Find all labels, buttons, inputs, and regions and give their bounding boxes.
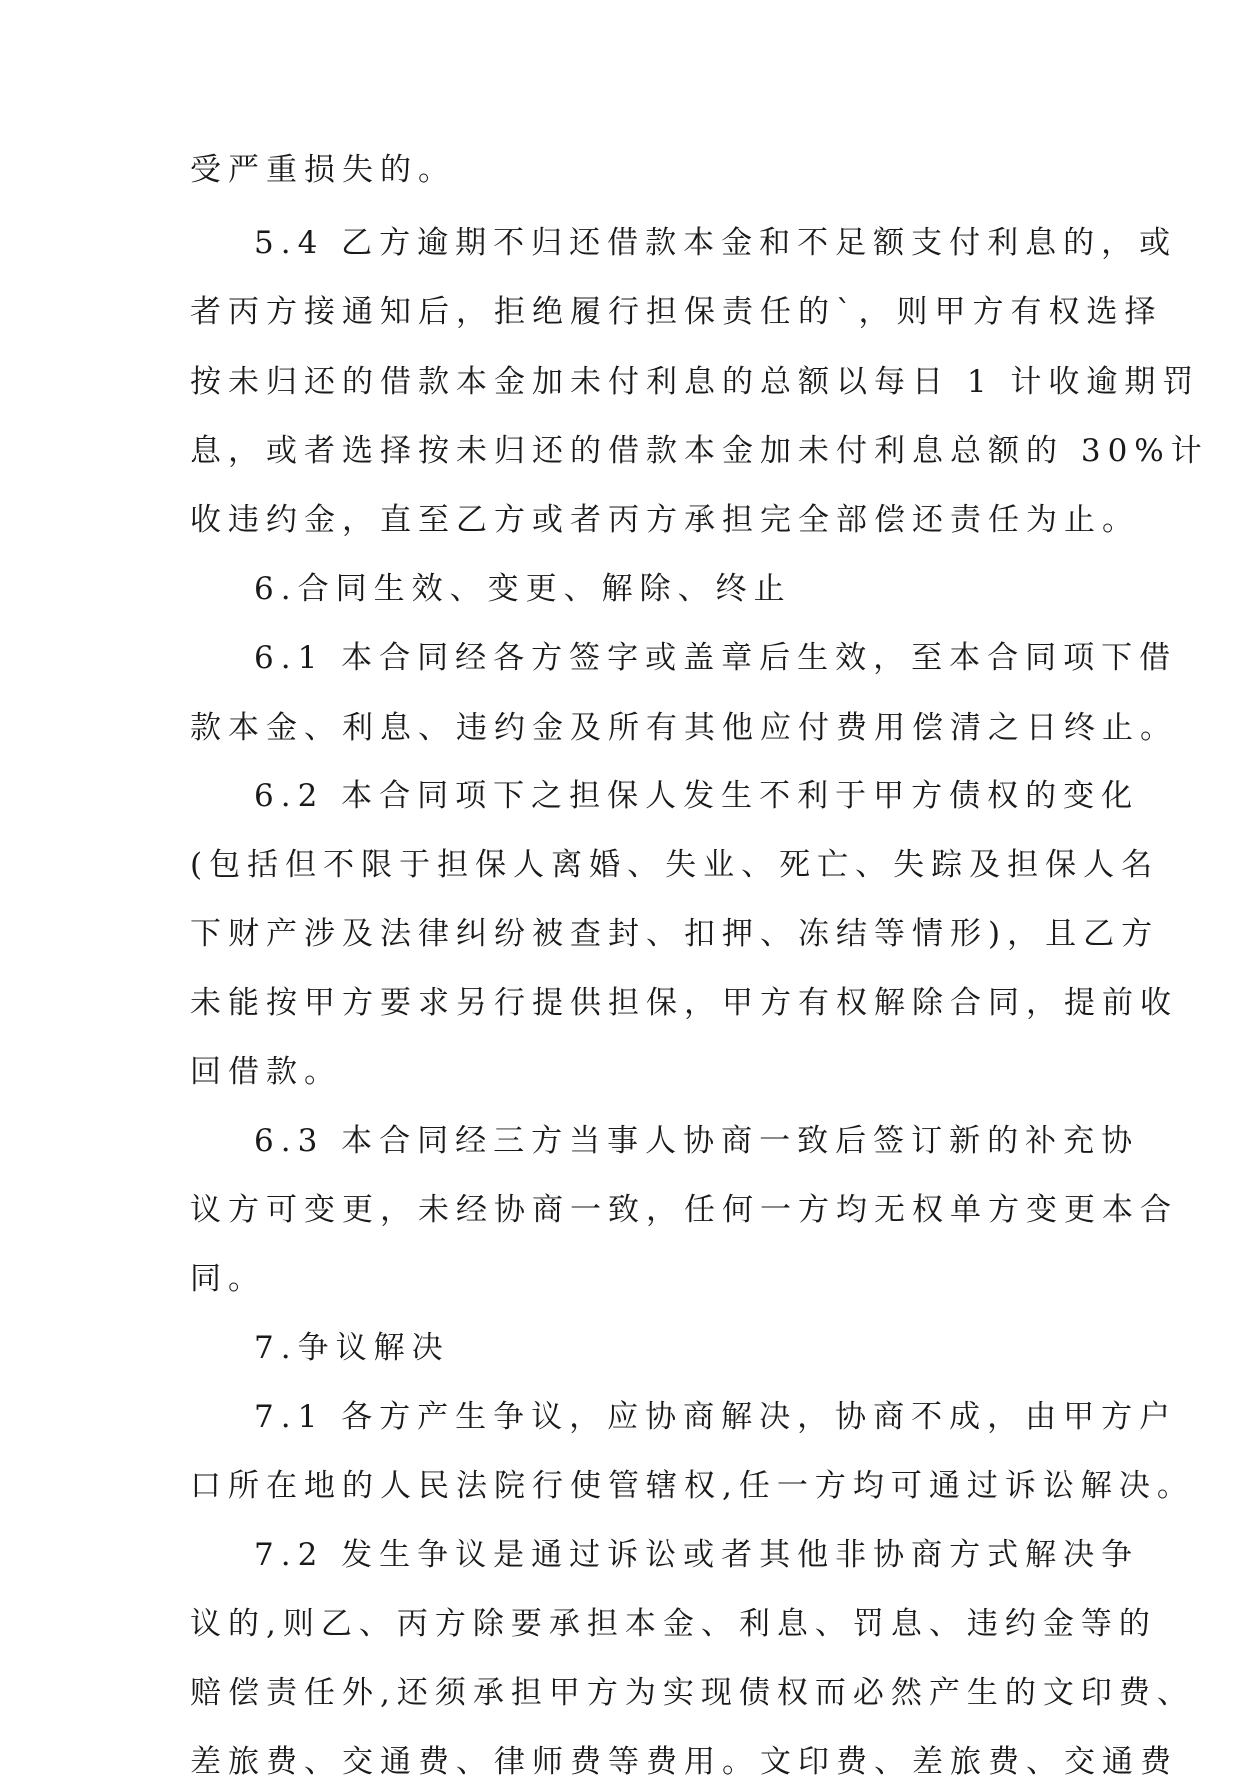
text-line: 5.4 乙方逾期不归还借款本金和不足额支付利息的，或	[254, 225, 1178, 261]
text-line: 6.3 本合同经三方当事人协商一致后签订新的补充协	[254, 1123, 1140, 1159]
text-line: (包括但不限于担保人离婚、失业、死亡、失踪及担保人名	[190, 847, 1160, 883]
text-line: 收违约金，直至乙方或者丙方承担完全部偿还责任为止。	[190, 502, 1140, 538]
text-line: 议的,则乙、丙方除要承担本金、利息、罚息、违约金等的	[190, 1606, 1157, 1642]
text-line: 者丙方接通知后，拒绝履行担保责任的`，则甲方有权选择	[190, 294, 1163, 330]
section-heading: 7.争议解决	[254, 1330, 450, 1366]
text-line: 按未归还的借款本金加未付利息的总额以每日 1 计收逾期罚	[190, 364, 1201, 400]
section-heading: 6.合同生效、变更、解除、终止	[254, 571, 792, 607]
text-line: 6.2 本合同项下之担保人发生不利于甲方债权的变化	[254, 778, 1140, 814]
text-line: 同。	[190, 1261, 266, 1297]
text-line: 口所在地的人民法院行使管辖权,任一方均可通过诉讼解决。	[190, 1468, 1195, 1504]
text-line: 议方可变更，未经协商一致，任何一方均无权单方变更本合	[190, 1192, 1178, 1228]
text-line: 下财产涉及法律纠纷被查封、扣押、冻结等情形)，且乙方	[190, 916, 1160, 952]
text-line: 差旅费、交通费、律师费等费用。文印费、差旅费、交通费	[190, 1744, 1178, 1780]
text-line: 回借款。	[190, 1054, 342, 1090]
text-line: 受严重损失的。	[190, 152, 456, 188]
text-line: 7.2 发生争议是通过诉讼或者其他非协商方式解决争	[254, 1537, 1140, 1573]
text-line: 息，或者选择按未归还的借款本金加未付利息总额的 30%计	[190, 433, 1209, 469]
text-line: 6.1 本合同经各方签字或盖章后生效，至本合同项下借	[254, 640, 1178, 676]
text-line: 未能按甲方要求另行提供担保，甲方有权解除合同，提前收	[190, 985, 1178, 1021]
text-line: 款本金、利息、违约金及所有其他应付费用偿清之日终止。	[190, 710, 1178, 746]
text-line: 7.1 各方产生争议，应协商解决，协商不成，由甲方户	[254, 1399, 1178, 1435]
text-line: 赔偿责任外,还须承担甲方为实现债权而必然产生的文印费、	[190, 1675, 1195, 1711]
